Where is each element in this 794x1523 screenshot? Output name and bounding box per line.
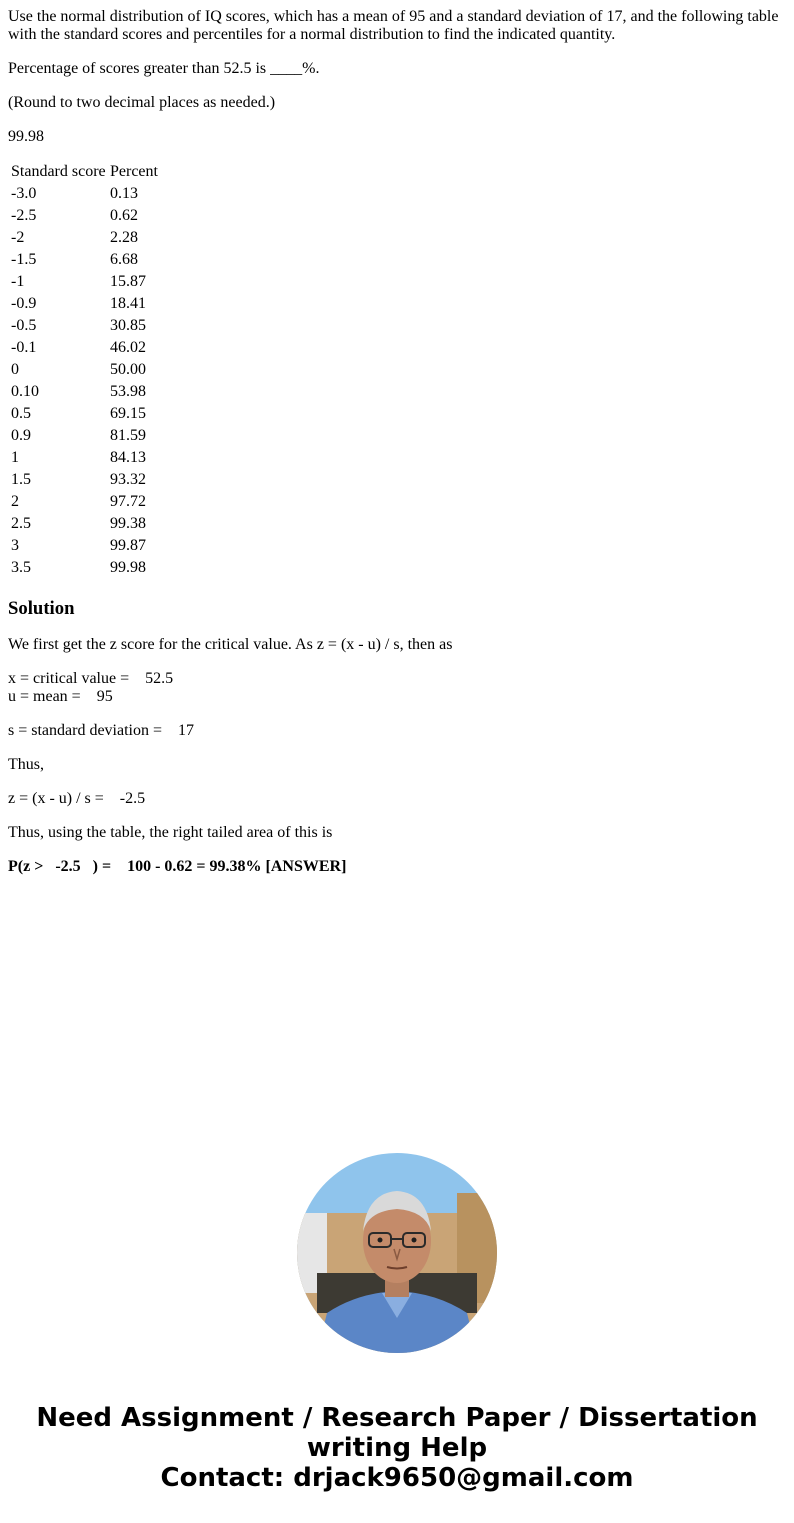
percent-cell: 2.28 — [110, 229, 138, 246]
solution-s-line: s = standard deviation = 17 — [8, 722, 195, 739]
promo-line-2: writing Help — [306, 1433, 488, 1463]
solution-u-line: u = mean = 95 — [8, 688, 113, 705]
standard-score-cell: -2.5 — [11, 207, 37, 224]
standard-score-cell: 0 — [11, 361, 19, 378]
percent-cell: 69.15 — [110, 405, 146, 422]
standard-score-cell: -1.5 — [11, 251, 37, 268]
solution-heading: Solution — [8, 598, 75, 619]
table-row — [10, 404, 159, 424]
question-prompt: Use the normal distribution of IQ scores, which has a mean of 95 and a standard deviation of 17, and the following table with the standard scores and percentiles for a normal distribution to find the indicated quantity. — [8, 8, 779, 43]
standard-score-cell: -3.0 — [11, 185, 37, 202]
table-row — [10, 206, 159, 226]
percent-cell: 18.41 — [110, 295, 146, 312]
percent-cell: 53.98 — [110, 383, 146, 400]
standard-score-cell: 0.9 — [11, 427, 31, 444]
standard-score-cell: 2 — [11, 493, 19, 510]
promo-banner — [0, 1403, 794, 1493]
standard-score-cell: 1.5 — [11, 471, 31, 488]
percent-cell: 30.85 — [110, 317, 146, 334]
percent-cell: 99.87 — [110, 537, 146, 554]
percent-cell: 6.68 — [110, 251, 138, 268]
percent-cell: 0.62 — [110, 207, 138, 224]
table-header-row — [10, 162, 159, 182]
table-row — [10, 382, 159, 402]
solution-thus: Thus, — [8, 756, 44, 773]
standard-score-table — [8, 160, 161, 580]
standard-score-cell: -0.9 — [11, 295, 37, 312]
table-row — [10, 360, 159, 380]
table-row — [10, 536, 159, 556]
percent-cell: 99.98 — [110, 559, 146, 576]
standard-score-cell: 2.5 — [11, 515, 31, 532]
table-row — [10, 338, 159, 358]
table-row — [10, 272, 159, 292]
percent-cell: 15.87 — [110, 273, 146, 290]
percent-cell: 97.72 — [110, 493, 146, 510]
table-row — [10, 184, 159, 204]
promo-contact: Contact: drjack9650@gmail.com — [160, 1463, 634, 1493]
table-row — [10, 514, 159, 534]
author-photo — [297, 1153, 497, 1353]
solution-final-answer: P(z > -2.5 ) = 100 - 0.62 = 99.38% [ANSWER] — [8, 858, 347, 875]
table-row — [10, 294, 159, 314]
standard-score-cell: 3 — [11, 537, 19, 554]
percent-cell: 46.02 — [110, 339, 146, 356]
header-standard-score: Standard score — [11, 163, 106, 180]
promo-line-1: Need Assignment / Research Paper / Dissertation — [36, 1403, 758, 1433]
table-row — [10, 470, 159, 490]
table-row — [10, 250, 159, 270]
percent-cell: 50.00 — [110, 361, 146, 378]
table-row — [10, 492, 159, 512]
solution-z-line: z = (x - u) / s = -2.5 — [8, 790, 146, 807]
solution-intro: We first get the z score for the critical value. As z = (x - u) / s, then as — [8, 636, 453, 653]
percent-cell: 93.32 — [110, 471, 146, 488]
percent-cell: 81.59 — [110, 427, 146, 444]
percent-cell: 0.13 — [110, 185, 138, 202]
solution-x-line: x = critical value = 52.5 — [8, 670, 174, 687]
standard-score-cell: 0.5 — [11, 405, 31, 422]
standard-score-cell: 1 — [11, 449, 19, 466]
question-ask: Percentage of scores greater than 52.5 is ____%. — [8, 60, 320, 77]
solution-table-line: Thus, using the table, the right tailed area of this is — [8, 824, 333, 841]
table-row — [10, 448, 159, 468]
table-body — [10, 184, 159, 578]
standard-score-cell: -0.5 — [11, 317, 37, 334]
rounding-note: (Round to two decimal places as needed.) — [8, 94, 276, 111]
standard-score-cell: -0.1 — [11, 339, 37, 356]
standard-score-cell: -2 — [11, 229, 25, 246]
percent-cell: 84.13 — [110, 449, 146, 466]
table-row — [10, 316, 159, 336]
table-row — [10, 426, 159, 446]
percent-cell: 99.38 — [110, 515, 146, 532]
header-percent: Percent — [110, 163, 158, 180]
given-answer: 99.98 — [8, 128, 44, 145]
standard-score-cell: 0.10 — [11, 383, 39, 400]
standard-score-cell: 3.5 — [11, 559, 31, 576]
standard-score-cell: -1 — [11, 273, 25, 290]
table-row — [10, 228, 159, 248]
document-body — [8, 0, 786, 876]
author-photo-illustration — [297, 1153, 497, 1353]
table-row — [10, 558, 159, 578]
